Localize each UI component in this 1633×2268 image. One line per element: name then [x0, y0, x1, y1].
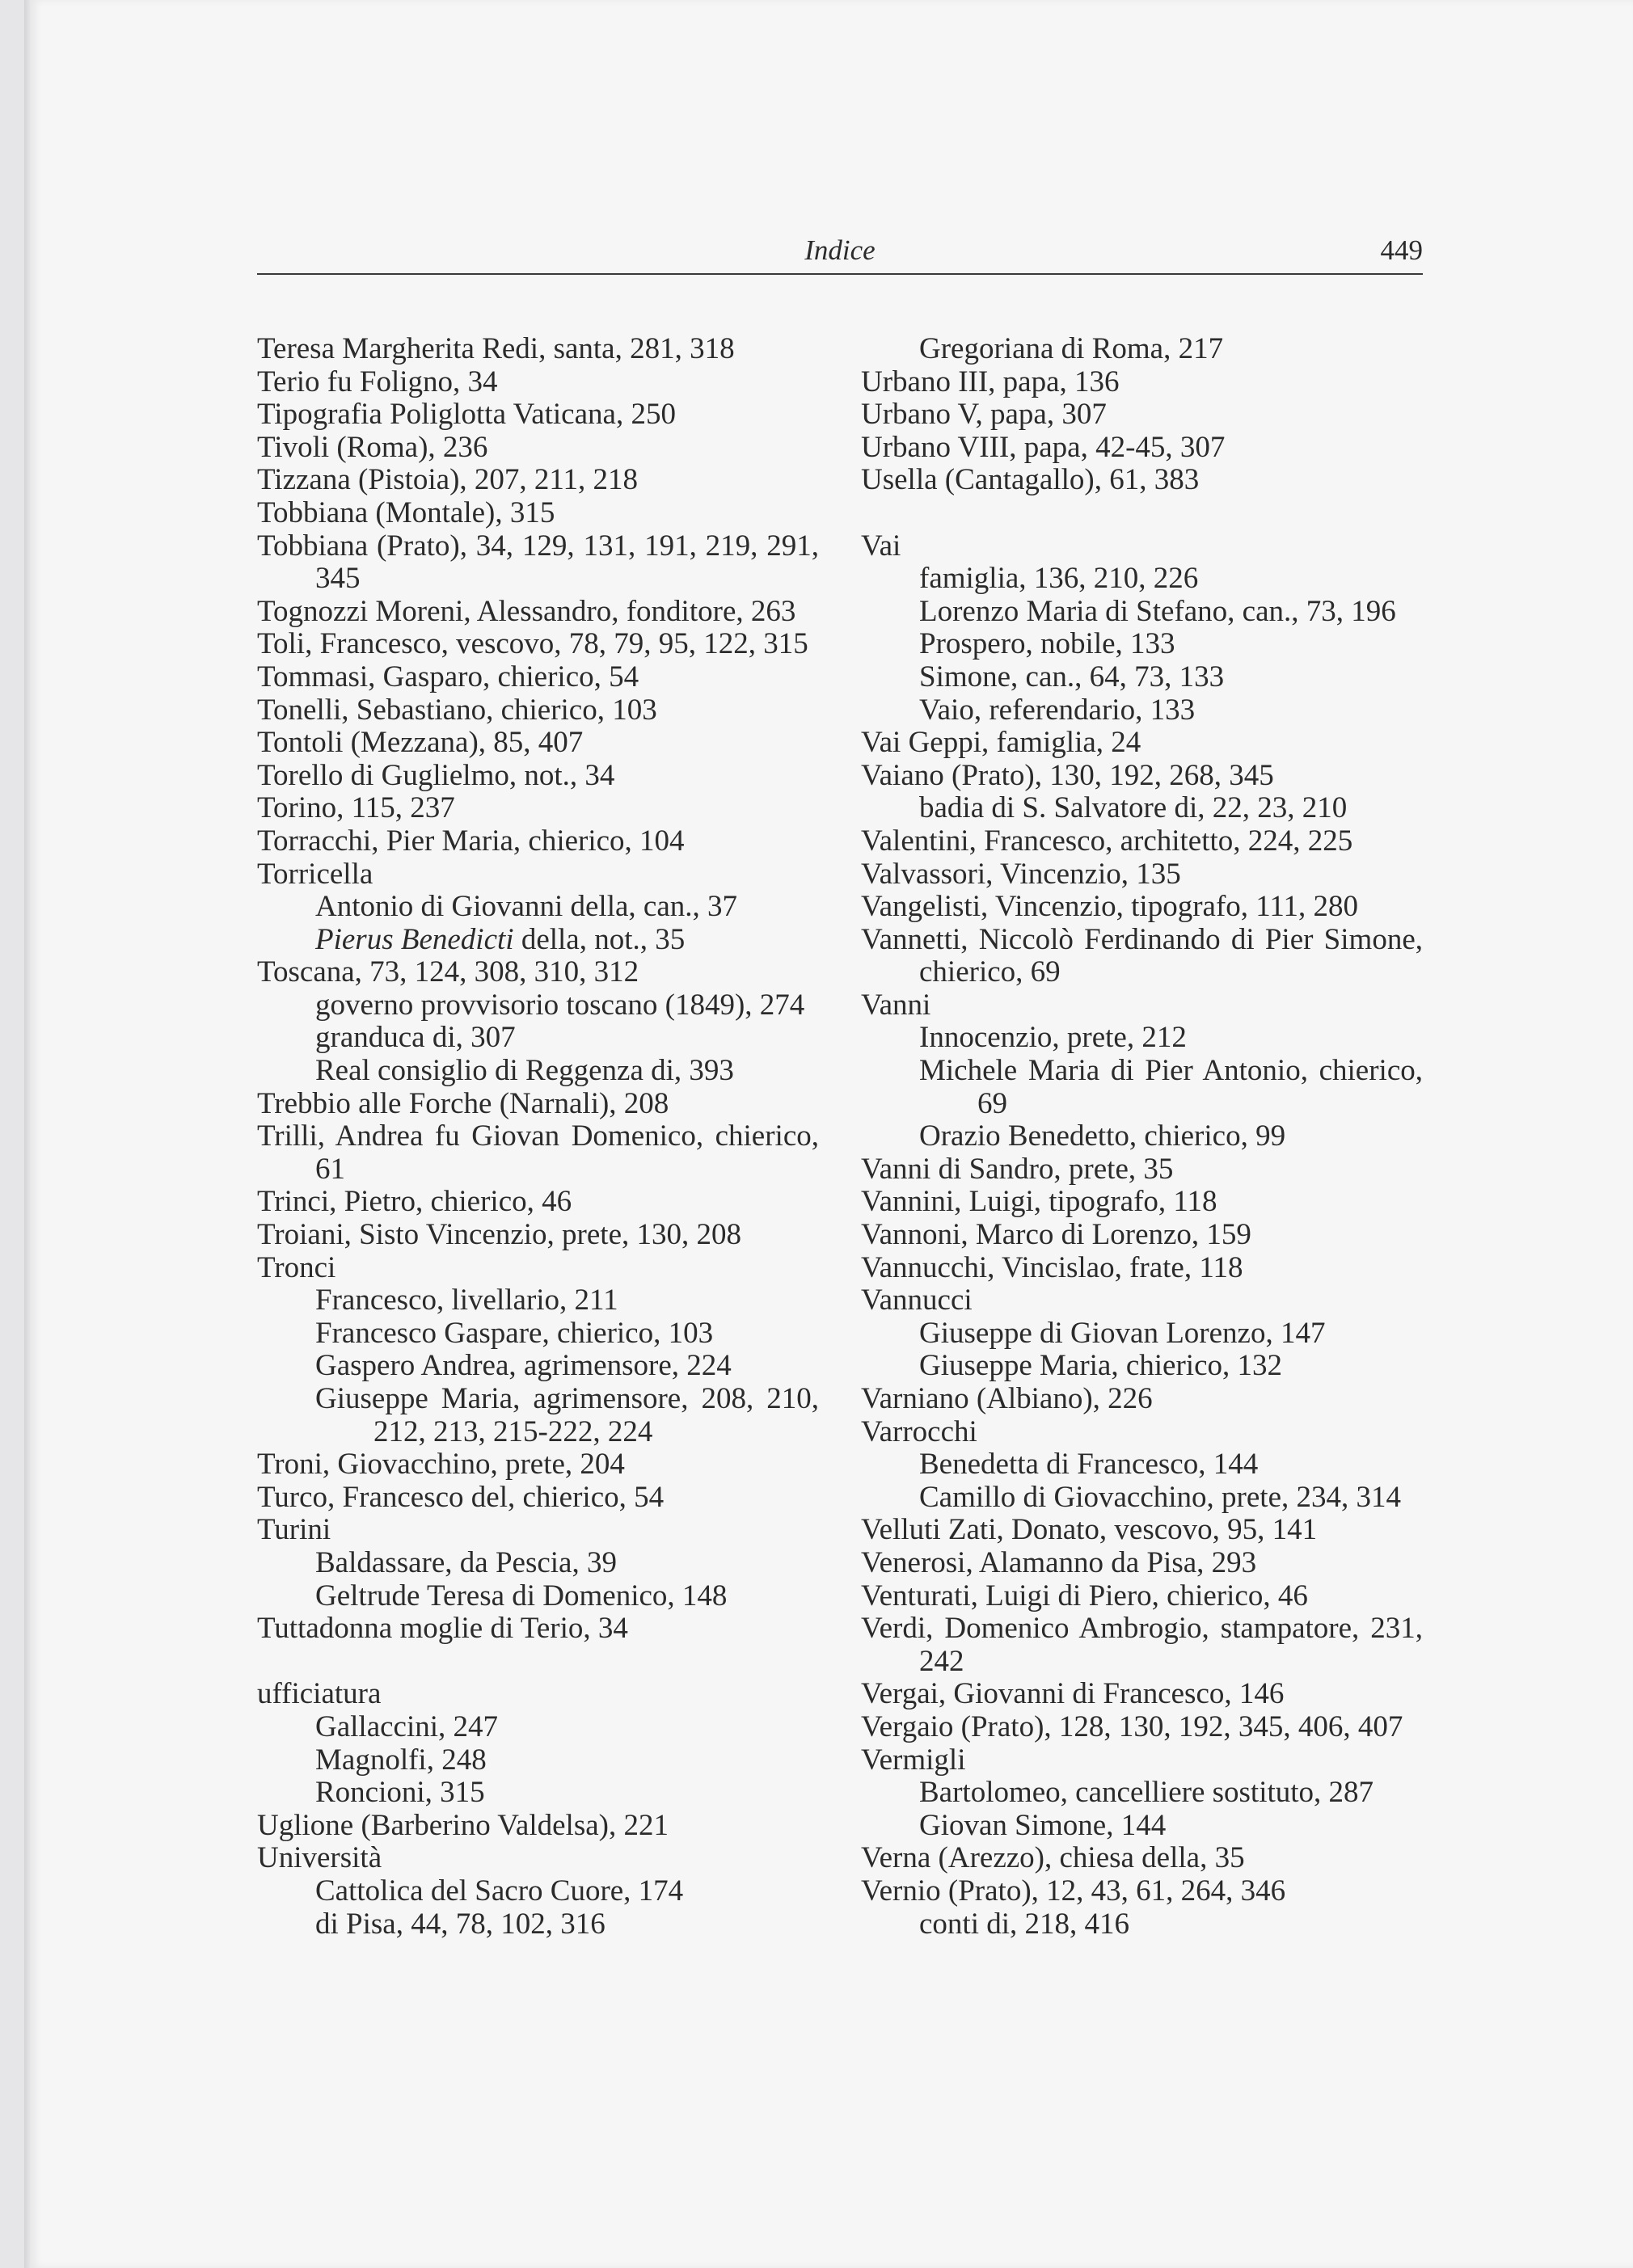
index-subentry: Michele Maria di Pier Antonio, chierico, 69	[919, 1054, 1423, 1120]
index-subentry: Magnolfi, 248	[315, 1743, 487, 1777]
page-number: 449	[1380, 234, 1423, 266]
index-entry: Velluti Zati, Donato, vescovo, 95, 141	[861, 1513, 1318, 1547]
index-subentry: Giuseppe di Giovan Lorenzo, 147	[919, 1316, 1326, 1350]
index-entry: Vermigli	[861, 1743, 966, 1777]
index-column-right	[861, 333, 1423, 1941]
index-entry: Vai Geppi, famiglia, 24	[861, 726, 1141, 760]
index-entry: Torracchi, Pier Maria, chierico, 104	[257, 824, 685, 858]
index-entry: Vannoni, Marco di Lorenzo, 159	[861, 1218, 1251, 1252]
index-entry: Varniano (Albiano), 226	[861, 1382, 1153, 1415]
index-subentry: Roncioni, 315	[315, 1776, 485, 1810]
index-entry: Vaiano (Prato), 130, 192, 268, 345	[861, 758, 1274, 792]
index-subentry: badia di S. Salvatore di, 22, 23, 210	[919, 791, 1348, 825]
index-entry: Vanni	[861, 988, 931, 1022]
index-entry: Torino, 115, 237	[257, 791, 455, 825]
index-entry: Usella (Cantagallo), 61, 383	[861, 463, 1200, 497]
index-entry: Tronci	[257, 1250, 336, 1284]
index-subentry: Cattolica del Sacro Cuore, 174	[315, 1874, 684, 1908]
index-subentry: Camillo di Giovacchino, prete, 234, 314	[919, 1480, 1401, 1514]
index-entry: Toscana, 73, 124, 308, 310, 312	[257, 955, 639, 989]
index-entry: Vangelisti, Vincenzio, tipografo, 111, 280	[861, 890, 1359, 924]
index-entry: Vannini, Luigi, tipografo, 118	[861, 1185, 1217, 1219]
index-entry: Tivoli (Roma), 236	[257, 430, 488, 464]
index-subentry: Geltrude Teresa di Domenico, 148	[315, 1579, 728, 1612]
index-entry: Troiani, Sisto Vincenzio, prete, 130, 208	[257, 1218, 741, 1252]
index-entry: Teresa Margherita Redi, santa, 281, 318	[257, 332, 735, 365]
index-subentry: Baldassare, da Pescia, 39	[315, 1545, 617, 1579]
index-subentry: Real consiglio di Reggenza di, 393	[315, 1054, 734, 1088]
index-subentry	[257, 924, 819, 957]
index-entry: Vannucci	[861, 1284, 973, 1317]
index-entry: Turini	[257, 1513, 331, 1547]
index-subentry: Francesco, livellario, 211	[315, 1284, 618, 1317]
index-entry: Tuttadonna moglie di Terio, 34	[257, 1612, 628, 1646]
index-entry: Trilli, Andrea fu Giovan Domenico, chierico, 61	[257, 1119, 819, 1186]
index-subentry: Gaspero Andrea, agrimensore, 224	[315, 1349, 732, 1383]
index-subentry: conti di, 218, 416	[919, 1907, 1130, 1941]
index-subentry: Gregoriana di Roma, 217	[919, 332, 1224, 365]
index-subentry: granduca di, 307	[315, 1021, 516, 1055]
index-entry: Vai	[861, 529, 901, 563]
index-entry: ufficiatura	[257, 1677, 382, 1711]
index-entry: Vernio (Prato), 12, 43, 61, 264, 346	[861, 1874, 1286, 1908]
index-entry: Urbano V, papa, 307	[861, 398, 1107, 432]
index-subentry: Prospero, nobile, 133	[919, 627, 1175, 661]
index-subentry: Giuseppe Maria, chierico, 132	[919, 1349, 1282, 1383]
header-title: Indice	[804, 234, 876, 266]
index-entry: Torello di Guglielmo, not., 34	[257, 758, 615, 792]
index-entry-text: della, not., 35	[521, 922, 686, 956]
index-subentry: Gallaccini, 247	[315, 1709, 499, 1743]
index-entry: Terio fu Foligno, 34	[257, 365, 498, 398]
index-subentry: Antonio di Giovanni della, can., 37	[315, 890, 738, 924]
index-entry: Varrocchi	[861, 1414, 977, 1448]
index-subentry: Vaio, referendario, 133	[919, 693, 1196, 727]
index-entry: Tipografia Poliglotta Vaticana, 250	[257, 398, 676, 432]
index-entry: Urbano III, papa, 136	[861, 365, 1120, 398]
index-subentry: Orazio Benedetto, chierico, 99	[919, 1119, 1286, 1153]
index-entry: Valvassori, Vincenzio, 135	[861, 857, 1181, 891]
index-subentry: famiglia, 136, 210, 226	[919, 562, 1199, 596]
index-entry: Tognozzi Moreni, Alessandro, fonditore, 263	[257, 594, 796, 628]
index-subentry: Giuseppe Maria, agrimensore, 208, 210, 212, 213, 215-222, 224	[315, 1382, 819, 1448]
index-entry: Toli, Francesco, vescovo, 78, 79, 95, 122, 315	[257, 627, 808, 661]
index-entry: Verdi, Domenico Ambrogio, stampatore, 231, 242	[861, 1612, 1423, 1678]
index-subentry: di Pisa, 44, 78, 102, 316	[315, 1907, 606, 1941]
index-entry: Vergai, Giovanni di Francesco, 146	[861, 1677, 1285, 1711]
index-entry: Vannetti, Niccolò Ferdinando di Pier Simone, chierico, 69	[861, 922, 1423, 989]
index-entry: Tontoli (Mezzana), 85, 407	[257, 726, 584, 760]
index-entry: Verna (Arezzo), chiesa della, 35	[861, 1841, 1245, 1875]
index-entry: Università	[257, 1841, 382, 1875]
index-entry: Vanni di Sandro, prete, 35	[861, 1152, 1174, 1186]
index-subentry: Benedetta di Francesco, 144	[919, 1448, 1259, 1482]
running-header	[257, 233, 1423, 275]
index-entry: Urbano VIII, papa, 42-45, 307	[861, 430, 1226, 464]
index-subentry: Bartolomeo, cancelliere sostituto, 287	[919, 1776, 1374, 1810]
index-entry: Turco, Francesco del, chierico, 54	[257, 1480, 665, 1514]
index-subentry: governo provvisorio toscano (1849), 274	[315, 988, 805, 1022]
index-entry: Tommasi, Gasparo, chierico, 54	[257, 660, 639, 693]
index-entry: Vannucchi, Vincislao, frate, 118	[861, 1250, 1243, 1284]
index-entry: Venerosi, Alamanno da Pisa, 293	[861, 1545, 1257, 1579]
index-entry: Tobbiana (Prato), 34, 129, 131, 191, 219, 291, 345	[257, 529, 819, 596]
index-entry: Trebbio alle Forche (Narnali), 208	[257, 1086, 669, 1120]
index-subentry: Simone, can., 64, 73, 133	[919, 660, 1225, 693]
index-subentry: Innocenzio, prete, 212	[919, 1021, 1187, 1055]
index-entry: Torricella	[257, 857, 373, 891]
index-subentry: Giovan Simone, 144	[919, 1808, 1167, 1842]
index-entry: Vergaio (Prato), 128, 130, 192, 345, 406, 407	[861, 1709, 1403, 1743]
index-entry-italic: Pierus Benedicti	[315, 922, 514, 956]
index-entry: Troni, Giovacchino, prete, 204	[257, 1448, 625, 1482]
index-column-left	[257, 333, 819, 1941]
index-subentry: Francesco Gaspare, chierico, 103	[315, 1316, 714, 1350]
index-entry: Valentini, Francesco, architetto, 224, 225	[861, 824, 1353, 858]
index-entry: Tobbiana (Montale), 315	[257, 495, 555, 529]
index-entry: Trinci, Pietro, chierico, 46	[257, 1185, 572, 1219]
index-entry: Uglione (Barberino Valdelsa), 221	[257, 1808, 669, 1842]
index-entry: Venturati, Luigi di Piero, chierico, 46	[861, 1579, 1308, 1612]
index-entry: Tonelli, Sebastiano, chierico, 103	[257, 693, 657, 727]
index-entry: Tizzana (Pistoia), 207, 211, 218	[257, 463, 639, 497]
index-subentry: Lorenzo Maria di Stefano, can., 73, 196	[919, 594, 1396, 628]
